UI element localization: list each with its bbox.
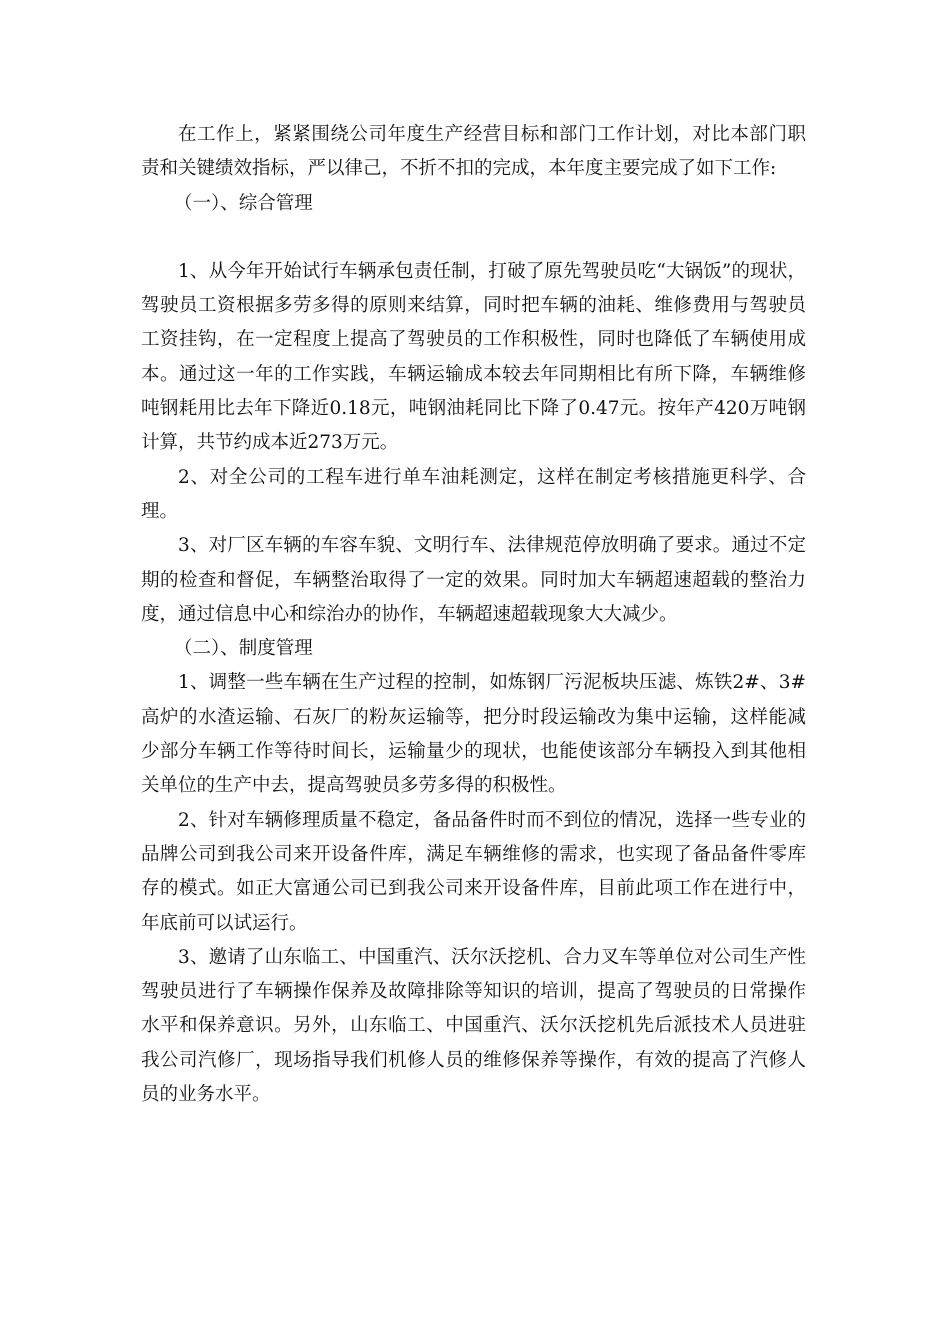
section2-item-3: 3、邀请了山东临工、中国重汽、沃尔沃挖机、合力叉车等单位对公司生产性驾驶员进行了车辆操作保养及故障排除等知识的培训，提高了驾驶员的日常操作水平和保养意识。另外，山东临工、中国重汽、沃尔沃挖机先后派技术人员进驻我公司汽修厂，现场指导我们机修人员的维修保养等操作，有效的提高了汽修人员的业务水平。: [141, 946, 806, 1106]
intro-paragraph: 在工作上，紧紧围绕公司年度生产经营目标和部门工作计划，对比本部门职责和关键绩效指标，严以律己，不折不扣的完成，本年度主要完成了如下工作:: [141, 124, 806, 180]
section1-item-2: 2、对全公司的工程车进行单车油耗测定，这样在制定考核措施更科学、合理。: [141, 466, 806, 522]
blank-line: [141, 221, 806, 255]
section1-item-1: 1、从今年开始试行车辆承包责任制，打破了原先驾驶员吃“大锅饭”的现状，驾驶员工资根据多劳多得的原则来结算，同时把车辆的油耗、维修费用与驾驶员工资挂钩，在一定程度上提高了驾驶员的工作积极性，同时也降低了车辆使用成本。通过这一年的工作实践，车辆运输成本较去年同期相比有所下降，车辆维修吨钢耗用比去年下降近0.18元，吨钢油耗同比下降了0.47元。按年产420万吨钢计算，共节约成本近273万元。: [141, 260, 806, 454]
section2-item-2: 2、针对车辆修理质量不稳定，备品备件时而不到位的情况，选择一些专业的品牌公司到我公司来开设备件库，满足车辆维修的需求，也实现了备品备件零库存的模式。如正大富通公司已到我公司来开设备件库，目前此项工作在进行中，年底前可以试运行。: [141, 809, 806, 934]
section-heading-comprehensive-management: （一）、综合管理: [174, 192, 313, 214]
section-heading-system-management: （二）、制度管理: [174, 638, 313, 660]
section1-item-3: 3、对厂区车辆的车容车貌、文明行车、法律规范停放明确了要求。通过不定期的检查和督促，车辆整治取得了一定的效果。同时加大车辆超速超载的整治力度，通过信息中心和综治办的协作，车辆超速超载现象大大减少。: [141, 535, 806, 625]
document-body: [141, 118, 806, 1112]
section2-item-1: 1、调整一些车辆在生产过程的控制，如炼钢厂污泥板块压滤、炼铁2#、3#高炉的水渣运输、石灰厂的粉灰运输等，把分时段运输改为集中运输，这样能减少部分车辆工作等待时间长，运输量少的现状，也能使该部分车辆投入到其他相关单位的生产中去，提高驾驶员多劳多得的积极性。: [141, 672, 806, 797]
